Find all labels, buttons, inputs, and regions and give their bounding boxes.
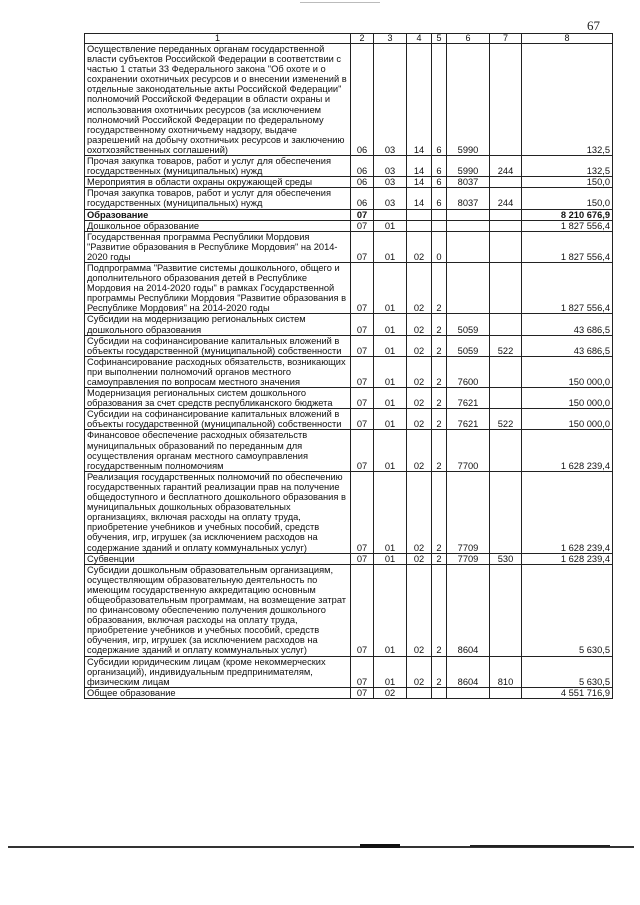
table-row: [85, 231, 613, 262]
subprogram-code-cell: 2: [432, 388, 447, 409]
item-name-cell: Государственная программа Республики Мордовия "Развитие образования в Республике Мордовия" на 2014-2020 годы: [85, 231, 351, 262]
direction-code-cell: 8037: [447, 177, 490, 188]
program-code-cell: 14: [407, 44, 432, 156]
subsection-code-cell: 01: [374, 356, 407, 387]
direction-code-cell: [447, 209, 490, 220]
table-row: [85, 335, 613, 356]
table-row: [85, 564, 613, 656]
direction-code-cell: 8037: [447, 188, 490, 209]
amount-cell: 150,0: [522, 177, 613, 188]
section-code-cell: 07: [351, 564, 374, 656]
amount-cell: 150 000,0: [522, 356, 613, 387]
table-row: [85, 314, 613, 335]
table-row: [85, 687, 613, 698]
table-row: [85, 471, 613, 553]
table-body: [85, 44, 613, 699]
amount-cell: 150 000,0: [522, 388, 613, 409]
direction-code-cell: 8604: [447, 656, 490, 687]
program-code-cell: 14: [407, 177, 432, 188]
table-row: [85, 262, 613, 313]
table-header-row: [85, 34, 613, 44]
program-code-cell: [407, 220, 432, 231]
amount-cell: 43 686,5: [522, 335, 613, 356]
column-header-4: 4: [407, 34, 432, 44]
table-row: [85, 188, 613, 209]
direction-code-cell: 5059: [447, 335, 490, 356]
direction-code-cell: 5990: [447, 156, 490, 177]
direction-code-cell: [447, 687, 490, 698]
column-header-1: 1: [85, 34, 351, 44]
subprogram-code-cell: 0: [432, 231, 447, 262]
subprogram-code-cell: 2: [432, 356, 447, 387]
subsection-code-cell: 01: [374, 314, 407, 335]
page-number: 67: [587, 18, 600, 33]
amount-cell: 1 628 239,4: [522, 553, 613, 564]
column-header-3: 3: [374, 34, 407, 44]
program-code-cell: 02: [407, 388, 432, 409]
direction-code-cell: 7621: [447, 409, 490, 430]
section-code-cell: 07: [351, 687, 374, 698]
table-row: [85, 177, 613, 188]
subprogram-code-cell: [432, 220, 447, 231]
section-code-cell: 07: [351, 656, 374, 687]
subsection-code-cell: 01: [374, 220, 407, 231]
subprogram-code-cell: [432, 209, 447, 220]
direction-code-cell: 7709: [447, 471, 490, 553]
subsection-code-cell: 01: [374, 553, 407, 564]
expense-type-code-cell: [490, 220, 522, 231]
expense-type-code-cell: 522: [490, 409, 522, 430]
item-name-cell: Реализация государственных полномочий по обеспечению государственных гарантий реализации прав на получение общедоступного и бесплатного дошкольного образования в муниципальных дошкольных образовательных организациях, включая расходы на оплату труда, приобретение учебников и учебных пособий, средств обучения, игр, игрушек (за исключением расходов на содержание зданий и оплату коммунальных услуг): [85, 471, 351, 553]
item-name-cell: Образование: [85, 209, 351, 220]
section-code-cell: 07: [351, 409, 374, 430]
table-row: [85, 209, 613, 220]
expense-type-code-cell: [490, 430, 522, 471]
expense-type-code-cell: [490, 471, 522, 553]
item-name-cell: Подпрограмма "Развитие системы дошкольного, общего и дополнительного образования детей в Республике Мордовия на 2014-2020 годы" в рамках Государственной программы Республики Мордовия "Развитие образования в Республике Мордовия" на 2014-2020 годы: [85, 262, 351, 313]
subprogram-code-cell: 2: [432, 314, 447, 335]
table-row: [85, 220, 613, 231]
program-code-cell: 02: [407, 314, 432, 335]
subprogram-code-cell: 6: [432, 177, 447, 188]
item-name-cell: Софинансирование расходных обязательств, возникающих при выполнении полномочий органов местного самоуправления по вопросам местного значения: [85, 356, 351, 387]
section-code-cell: 06: [351, 44, 374, 156]
item-name-cell: Мероприятия в области охраны окружающей среды: [85, 177, 351, 188]
expense-type-code-cell: [490, 314, 522, 335]
program-code-cell: 02: [407, 656, 432, 687]
subprogram-code-cell: 2: [432, 553, 447, 564]
subsection-code-cell: 03: [374, 44, 407, 156]
section-code-cell: 07: [351, 314, 374, 335]
subsection-code-cell: 01: [374, 656, 407, 687]
item-name-cell: Прочая закупка товаров, работ и услуг для обеспечения государственных (муниципальных) нужд: [85, 188, 351, 209]
item-name-cell: Общее образование: [85, 687, 351, 698]
item-name-cell: Субсидии юридическим лицам (кроме некоммерческих организаций), индивидуальным предпринимателям, физическим лицам: [85, 656, 351, 687]
table-row: [85, 409, 613, 430]
direction-code-cell: 5990: [447, 44, 490, 156]
program-code-cell: 02: [407, 356, 432, 387]
expense-type-code-cell: [490, 687, 522, 698]
section-code-cell: 07: [351, 335, 374, 356]
subsection-code-cell: 01: [374, 409, 407, 430]
subsection-code-cell: 03: [374, 156, 407, 177]
table-row: [85, 553, 613, 564]
subprogram-code-cell: 6: [432, 156, 447, 177]
program-code-cell: 14: [407, 156, 432, 177]
expense-type-code-cell: [490, 388, 522, 409]
subsection-code-cell: [374, 209, 407, 220]
subsection-code-cell: 02: [374, 687, 407, 698]
section-code-cell: 07: [351, 356, 374, 387]
direction-code-cell: 7700: [447, 430, 490, 471]
item-name-cell: Финансовое обеспечение расходных обязательств муниципальных образований по переданным для осуществления органам местного самоуправления государственным полномочиям: [85, 430, 351, 471]
item-name-cell: Дошкольное образование: [85, 220, 351, 231]
table-row: [85, 44, 613, 156]
direction-code-cell: [447, 220, 490, 231]
table-row: [85, 430, 613, 471]
expense-type-code-cell: 244: [490, 188, 522, 209]
section-code-cell: 07: [351, 471, 374, 553]
expense-type-code-cell: [490, 356, 522, 387]
item-name-cell: Субвенции: [85, 553, 351, 564]
direction-code-cell: 5059: [447, 314, 490, 335]
program-code-cell: 14: [407, 188, 432, 209]
section-code-cell: 07: [351, 231, 374, 262]
budget-table: [84, 33, 613, 699]
column-header-7: 7: [490, 34, 522, 44]
subprogram-code-cell: 6: [432, 44, 447, 156]
direction-code-cell: 7600: [447, 356, 490, 387]
subsection-code-cell: 01: [374, 231, 407, 262]
subsection-code-cell: 01: [374, 471, 407, 553]
amount-cell: 150 000,0: [522, 409, 613, 430]
amount-cell: 150,0: [522, 188, 613, 209]
expense-type-code-cell: [490, 44, 522, 156]
subprogram-code-cell: 2: [432, 564, 447, 656]
subsection-code-cell: 01: [374, 335, 407, 356]
direction-code-cell: 8604: [447, 564, 490, 656]
section-code-cell: 07: [351, 388, 374, 409]
item-name-cell: Субсидии на софинансирование капитальных вложений в объекты государственной (муниципальной) собственности: [85, 335, 351, 356]
item-name-cell: Субсидии на модернизацию региональных систем дошкольного образования: [85, 314, 351, 335]
table-row: [85, 156, 613, 177]
expense-type-code-cell: 522: [490, 335, 522, 356]
column-header-8: 8: [522, 34, 613, 44]
program-code-cell: 02: [407, 231, 432, 262]
item-name-cell: Субсидии на софинансирование капитальных вложений в объекты государственной (муниципальной) собственности: [85, 409, 351, 430]
section-code-cell: 06: [351, 188, 374, 209]
item-name-cell: Осуществление переданных органам государственной власти субъектов Российской Федерации в соответствии с частью 1 статьи 33 Федерального закона "Об охоте и о сохранении охотничьих ресурсов и о внесении изменений в отдельные законодательные акты Российской Федерации" полномочий Российской Федерации в области охраны и использования охотничьих ресурсов (за исключением полномочий Российской Федерации по федеральному государственному охотничьему надзору, выдаче разрешений на добычу охотничьих ресурсов и заключению охотхозяйственных соглашений): [85, 44, 351, 156]
section-code-cell: 07: [351, 430, 374, 471]
expense-type-code-cell: [490, 262, 522, 313]
subprogram-code-cell: 6: [432, 188, 447, 209]
amount-cell: 5 630,5: [522, 564, 613, 656]
subsection-code-cell: 01: [374, 388, 407, 409]
item-name-cell: Прочая закупка товаров, работ и услуг для обеспечения государственных (муниципальных) нужд: [85, 156, 351, 177]
column-header-5: 5: [432, 34, 447, 44]
direction-code-cell: [447, 262, 490, 313]
scan-smudge: [470, 845, 610, 847]
section-code-cell: 07: [351, 553, 374, 564]
subprogram-code-cell: 2: [432, 262, 447, 313]
scan-smudge: [360, 844, 400, 848]
amount-cell: 43 686,5: [522, 314, 613, 335]
amount-cell: 4 551 716,9: [522, 687, 613, 698]
amount-cell: 1 827 556,4: [522, 231, 613, 262]
item-name-cell: Субсидии дошкольным образовательным организациям, осуществляющим образовательную деятельность по имеющим государственную аккредитацию основным общеобразовательным программам, на возмещение затрат по финансовому обеспечению получения дошкольного образования, включая расходы на оплату труда, приобретение учебников и учебных пособий, средств обучения, игр, игрушек (за исключением расходов на содержание зданий и оплату коммунальных услуг): [85, 564, 351, 656]
section-code-cell: 06: [351, 156, 374, 177]
subprogram-code-cell: 2: [432, 335, 447, 356]
subsection-code-cell: 01: [374, 430, 407, 471]
program-code-cell: 02: [407, 471, 432, 553]
subsection-code-cell: 01: [374, 564, 407, 656]
amount-cell: 132,5: [522, 44, 613, 156]
amount-cell: 8 210 676,9: [522, 209, 613, 220]
program-code-cell: 02: [407, 564, 432, 656]
subprogram-code-cell: 2: [432, 409, 447, 430]
expense-type-code-cell: [490, 209, 522, 220]
table-row: [85, 356, 613, 387]
column-header-6: 6: [447, 34, 490, 44]
program-code-cell: 02: [407, 553, 432, 564]
program-code-cell: 02: [407, 409, 432, 430]
subprogram-code-cell: 2: [432, 471, 447, 553]
section-code-cell: 07: [351, 220, 374, 231]
section-code-cell: 06: [351, 177, 374, 188]
amount-cell: 1 628 239,4: [522, 430, 613, 471]
subsection-code-cell: 03: [374, 188, 407, 209]
scan-artifact: [300, 2, 380, 3]
program-code-cell: 02: [407, 430, 432, 471]
expense-type-code-cell: 530: [490, 553, 522, 564]
expense-type-code-cell: 244: [490, 156, 522, 177]
amount-cell: 1 827 556,4: [522, 220, 613, 231]
direction-code-cell: [447, 231, 490, 262]
direction-code-cell: 7709: [447, 553, 490, 564]
subprogram-code-cell: 2: [432, 430, 447, 471]
program-code-cell: 02: [407, 262, 432, 313]
amount-cell: 1 628 239,4: [522, 471, 613, 553]
subprogram-code-cell: 2: [432, 656, 447, 687]
section-code-cell: 07: [351, 262, 374, 313]
expense-type-code-cell: 810: [490, 656, 522, 687]
expense-type-code-cell: [490, 564, 522, 656]
program-code-cell: 02: [407, 335, 432, 356]
program-code-cell: [407, 687, 432, 698]
item-name-cell: Модернизация региональных систем дошкольного образования за счет средств республиканского бюджета: [85, 388, 351, 409]
expense-type-code-cell: [490, 177, 522, 188]
subprogram-code-cell: [432, 687, 447, 698]
column-header-2: 2: [351, 34, 374, 44]
amount-cell: 1 827 556,4: [522, 262, 613, 313]
amount-cell: 132,5: [522, 156, 613, 177]
program-code-cell: [407, 209, 432, 220]
amount-cell: 5 630,5: [522, 656, 613, 687]
subsection-code-cell: 03: [374, 177, 407, 188]
expense-type-code-cell: [490, 231, 522, 262]
table-row: [85, 388, 613, 409]
subsection-code-cell: 01: [374, 262, 407, 313]
section-code-cell: 07: [351, 209, 374, 220]
table-row: [85, 656, 613, 687]
direction-code-cell: 7621: [447, 388, 490, 409]
